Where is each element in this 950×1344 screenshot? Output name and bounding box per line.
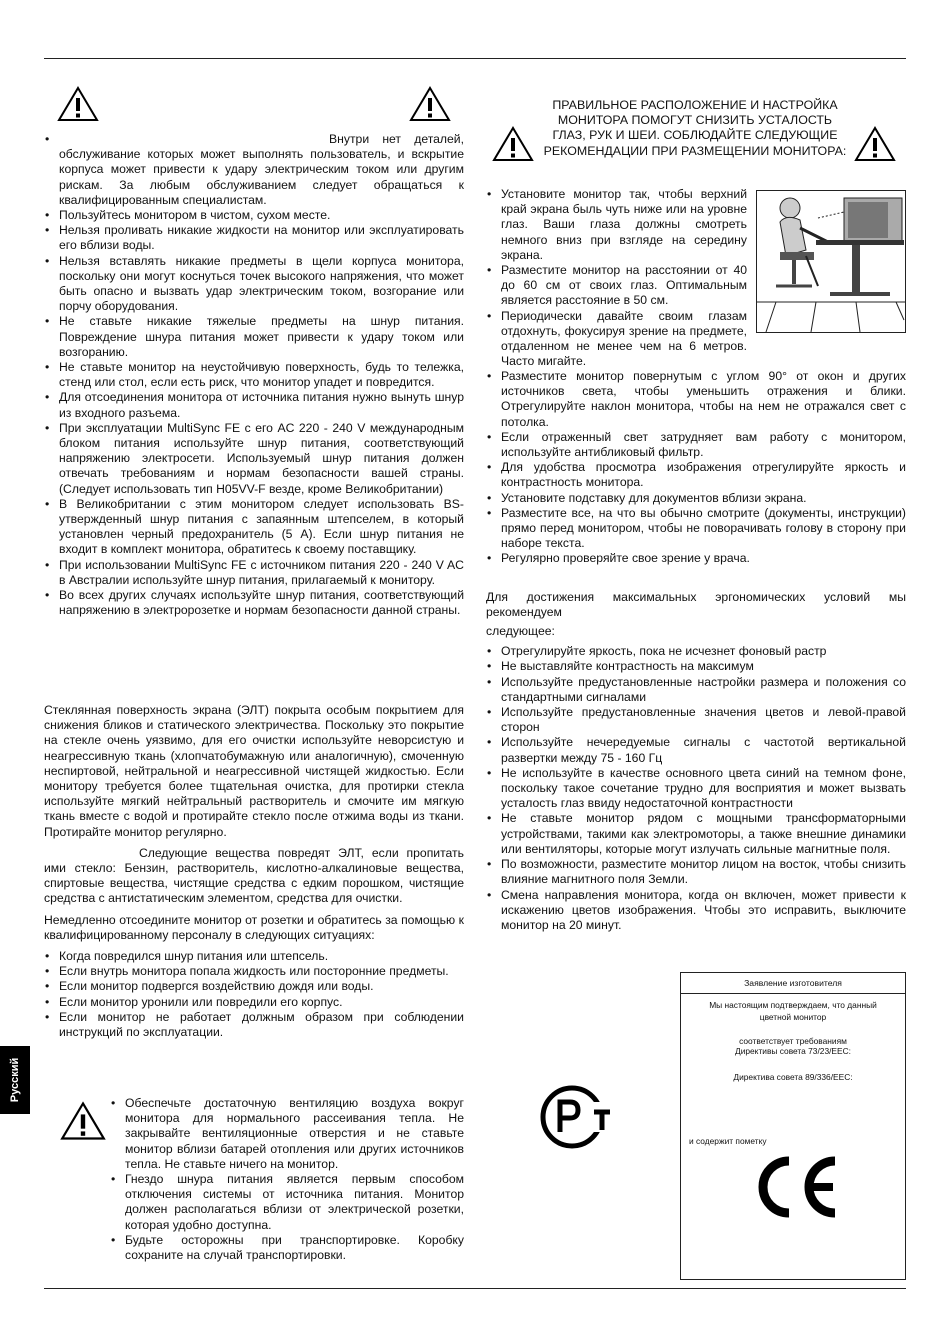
language-tab: Русский	[0, 1046, 30, 1114]
warning-icon	[57, 86, 99, 122]
declaration-line: Директива совета 89/336/EEC:	[733, 1072, 853, 1082]
list-item: • Если монитор не работает должным образом при соблюдении инструкций по эксплуатации.	[44, 1010, 464, 1040]
declaration-line: и содержит пометку	[689, 1136, 767, 1146]
list-item: • Используйте предустановленные значения цветов и левой-правой сторон	[486, 705, 906, 735]
ergonomics-title: ПРАВИЛЬНОЕ РАСПОЛОЖЕНИЕ И НАСТРОЙКА МОНИТОРА ПОМОГУТ СНИЗИТЬ УСТАЛОСТЬ ГЛАЗ, РУК И ШЕИ. СОБЛЮДАЙТЕ СЛЕДУЮЩИЕ РЕКОМЕНДАЦИИ ПРИ РАЗМЕЩЕНИИ МОНИТОРА:	[543, 98, 847, 158]
list-item: • Гнездо шнура питания является первым способом отключения системы от источника питания. Монитор должен располагаться вблизи от электрической розетки, которая удобно доступна.	[110, 1172, 464, 1233]
warning-icon	[60, 1100, 106, 1142]
list-item: • Не ставьте никакие тяжелые предметы на шнур питания. Повреждение шнура питания может привести к удару током или возгоранию.	[44, 314, 464, 360]
following-label: следующее:	[486, 624, 555, 639]
list-item: • При эксплуатации MultiSync FE с его AC 220 - 240 V международным блоком питания используйте шнур питания, соответствующий напряжению электросети. Используемый шнур питания должен отвечать требованиям и нормам безопасности вашей страны. (Следует использовать тип H05VV-F везде, кроме Великобритании)	[44, 421, 464, 497]
list-item: • Будьте осторожны при транспортировке. Коробку сохраните на случай транспортировки.	[110, 1233, 464, 1263]
safety-list	[44, 132, 464, 619]
list-item: • Смена направления монитора, когда он включен, может привести к искажению цветов изображения. Чтобы это исправить, выключите монитор на 20 минут.	[486, 888, 906, 934]
list-item: • При использовании MultiSync FE с источником питания 220 - 240 V AC в Австралии используйте шнур питания, прилагаемый к монитору.	[44, 558, 464, 588]
max-ergonomics-list	[486, 644, 906, 933]
top-rule	[44, 58, 906, 59]
list-item: • Разместите монитор повернутым с углом 90° от окон и других источников света, чтобы уменьшить отражения и блики. Отрегулируйте наклон монитора, чтобы на нем не отражался свет с потолка.	[486, 369, 906, 430]
list-item: • Во всех других случаях используйте шнур питания, соответствующий напряжению в электророзетке и нормам безопасности данной страны.	[44, 588, 464, 618]
gost-certification-logo	[538, 1082, 614, 1157]
caution-list	[110, 1096, 464, 1263]
declaration-line: соответствует требованиям	[739, 1036, 847, 1046]
list-item: • Установите подставку для документов вблизи экрана.	[486, 491, 906, 506]
list-item: • Разместите все, на что вы обычно смотрите (документы, инструкции) прямо перед монитором, чтобы не поворачивать голову в сторону при наборе текста.	[486, 506, 906, 552]
list-item: • Если монитор уронили или повредили его корпус.	[44, 995, 464, 1010]
list-item: • Установите монитор так, чтобы верхний край экрана быль чуть ниже или на уровне глаз. Ваши глаза должны смотреть немного вниз при взгляде на середину экрана.	[486, 187, 747, 263]
list-item: • Для удобства просмотра изображения отрегулируйте яркость и контрастность монитора.	[486, 460, 906, 490]
left-column	[44, 132, 464, 619]
warning-icon	[409, 86, 451, 122]
list-item: • Отрегулируйте яркость, пока не исчезнет фоновый растр	[486, 644, 906, 659]
ergonomics-list-short	[486, 187, 747, 369]
declaration-line: Мы настоящим подтверждаем, что данный цветной монитор	[709, 1000, 877, 1022]
max-ergonomics-paragraph: Для достижения максимальных эргономических условий мы рекомендуем	[486, 589, 906, 619]
list-item: • Не выставляйте контрастность на максимум	[486, 659, 906, 674]
list-item: • Периодически давайте своим глазам отдохнуть, фокусируя зрение на предмете, отдаленном не менее чем на 6 метров. Часто мигайте.	[486, 309, 747, 370]
ce-mark-logo	[749, 1153, 841, 1226]
caution-column	[110, 1096, 464, 1263]
warning-icon	[492, 124, 534, 164]
list-item: • Нельзя вставлять никакие предметы в щели корпуса монитора, поскольку они могут коснуться точек высокого напряжения, что может быть опасно и вызвать удар электрическим током, возгорание или порчу оборудования.	[44, 254, 464, 315]
declaration-header: Заявление изготовителя	[681, 973, 905, 994]
list-item: • Для отсоединения монитора от источника питания нужно вынуть шнур из входного разъема.	[44, 390, 464, 420]
list-item: • Используйте нечередуемые сигналы с частотой вертикальной развертки между 75 - 160 Гц	[486, 735, 906, 765]
disconnect-paragraph: Немедленно отсоедините монитор от розетки и обратитесь за помощью к квалифицированному персоналу в следующих ситуациях:	[44, 912, 464, 942]
list-item: • Не используйте в качестве основного цвета синий на темном фоне, поскольку такое сочетание трудно для восприятия и может вызвать усталость глаз ввиду недостаточной контрастности	[486, 766, 906, 812]
substances-paragraph: Следующие вещества повредят ЭЛТ, если пропитать ими стекло: Бензин, растворитель, кислотно-алкалиновые вещества, спиртовые вещества, чистящие средства с едким порошком, чистящие средства с антистатическим элементом, средства для очистки.	[44, 845, 464, 906]
bottom-rule	[44, 1288, 906, 1289]
warning-icon	[854, 124, 896, 164]
list-item: • Нельзя проливать никакие жидкости на монитор или эксплуатировать его вблизи воды.	[44, 223, 464, 253]
list-item: • Когда повредился шнур питания или штепсель.	[44, 949, 464, 964]
disconnect-list	[44, 949, 464, 1040]
list-item: • Обеспечьте достаточную вентиляцию воздуха вокруг монитора для нормального рассеивания тепла. Не закрывайте вентиляционные отверстия и не ставьте монитор вблизи батарей отопления или других источников тепла. Не ставьте ничего на монитор.	[110, 1096, 464, 1172]
right-column-top	[486, 187, 747, 369]
list-item: • Не ставьте монитор на неустойчивую поверхность, будь то тележка, стенд или стол, если есть риск, что монитор упадет и повредится.	[44, 360, 464, 390]
list-item	[44, 132, 464, 208]
left-column-cleaning	[44, 703, 464, 1040]
list-item: • Регулярно проверяйте свое зрение у врача.	[486, 551, 906, 566]
declaration-line: Директивы совета 73/23/EEC:	[735, 1046, 851, 1056]
list-item: • Не ставьте монитор рядом с мощными трансформаторными устройствами, такими как электромоторы, а также внешние динамики или вентиляторы, которые могут излучать сильные магнитные поля.	[486, 811, 906, 857]
manufacturer-declaration-box	[680, 972, 906, 1280]
list-item: • В Великобритании с этим монитором следует использовать BS-утвержденный шнур питания с запаянным штепселем, в который установлен черный предохранитель (5 А). Если шнур питания не входит в комплект монитора, обратитесь к своему поставщику.	[44, 497, 464, 558]
list-item: • Если внутрь монитора попала жидкость или посторонние предметы.	[44, 964, 464, 979]
crt-cleaning-paragraph: Стеклянная поверхность экрана (ЭЛТ) покрыта особым покрытием для снижения бликов и статического электричества. Поскольку это покрытие на стекле очень уязвимо, для его очистки используйте неворсистую и неагрессивную ткань (хлопчатобумажную или аналогичную), смоченную неспиртовой, нейтральной и неагрессивной чистящей жидкостью. Если монитору требуется более тщательная очистка, для протирки стекла используйте мягкий нейтральный растворитель и смочите им мягкую ткань вместе с водой и протирайте стекло после отжима воды из ткани. Протирайте монитор регулярно.	[44, 703, 464, 839]
safety-intro: Внутри нет деталей, обслуживание которых может выполнять пользователь, и вскрытие корпуса может привести к удару электрическим током или другим рискам. За любым обслуживанием следует обращаться к квалифицированным специалистам.	[59, 132, 464, 207]
list-item: • Разместите монитор на расстоянии от 40 до 60 см от своих глаз. Оптимальным является расстояние в 50 см.	[486, 263, 747, 309]
list-item: • По возможности, разместите монитор лицом на восток, чтобы снизить влияние магнитного поля Земли.	[486, 857, 906, 887]
list-item: • Используйте предустановленные настройки размера и положения со стандартными сигналами	[486, 675, 906, 705]
workstation-illustration	[756, 190, 906, 333]
list-item: • Если монитор подвергся воздействию дождя или воды.	[44, 979, 464, 994]
list-item: • Пользуйтесь монитором в чистом, сухом месте.	[44, 208, 464, 223]
ergonomics-list-wide	[486, 369, 906, 567]
list-item: • Если отраженный свет затрудняет вам работу с монитором, используйте антибликовый фильтр.	[486, 430, 906, 460]
right-column-main	[486, 369, 906, 933]
